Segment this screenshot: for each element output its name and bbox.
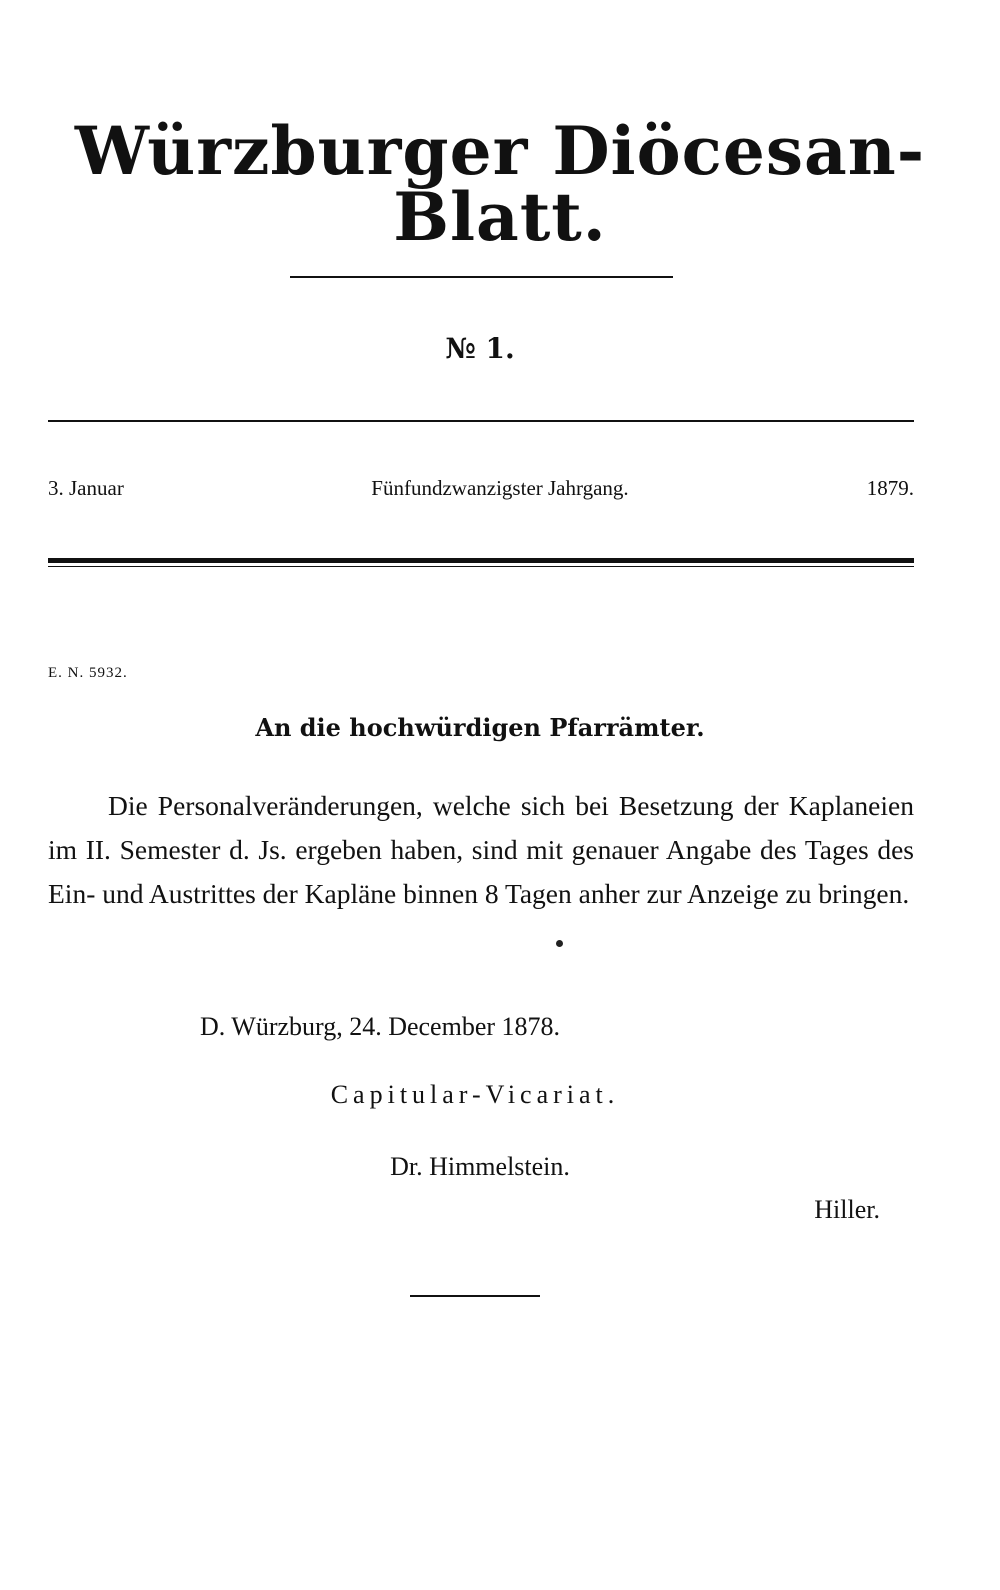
ink-dot [556, 940, 563, 947]
issuing-office: Capitular-Vicariat. [330, 1080, 620, 1109]
issue-date: 3. Januar [48, 476, 124, 500]
dateline-top-rule [48, 420, 914, 422]
closing-rule [410, 1295, 540, 1297]
masthead-title: Würzburger Diöcesan-Blatt. [74, 112, 926, 256]
signatory-secondary: Hiller. [814, 1195, 880, 1224]
signatory-primary: Dr. Himmelstein. [390, 1152, 570, 1181]
notice-heading: An die hochwürdigen Pfarrämter. [255, 713, 705, 742]
notice-body: Die Personalveränderungen, welche sich bei Besetzung der Kaplaneien im II. Semester d. Js. ergeben haben, sind mit genauer Angabe des Tages des Ein- und Austrittes der Kapläne binnen 8 Tagen anher zur Anzeige zu bringen. [48, 790, 914, 909]
dateline-bottom-rule-thin [48, 566, 914, 567]
notice-reference: E. N. 5932. [48, 665, 128, 681]
place-date: D. Würzburg, 24. December 1878. [199, 1012, 561, 1041]
issue-year: 1879. [866, 476, 914, 500]
masthead-rule [290, 276, 673, 278]
dateline-bottom-rule-thick [48, 558, 914, 563]
volume-label: Fünfundzwanzigster Jahrgang. [371, 476, 629, 500]
issue-number: № 1. [445, 332, 515, 365]
